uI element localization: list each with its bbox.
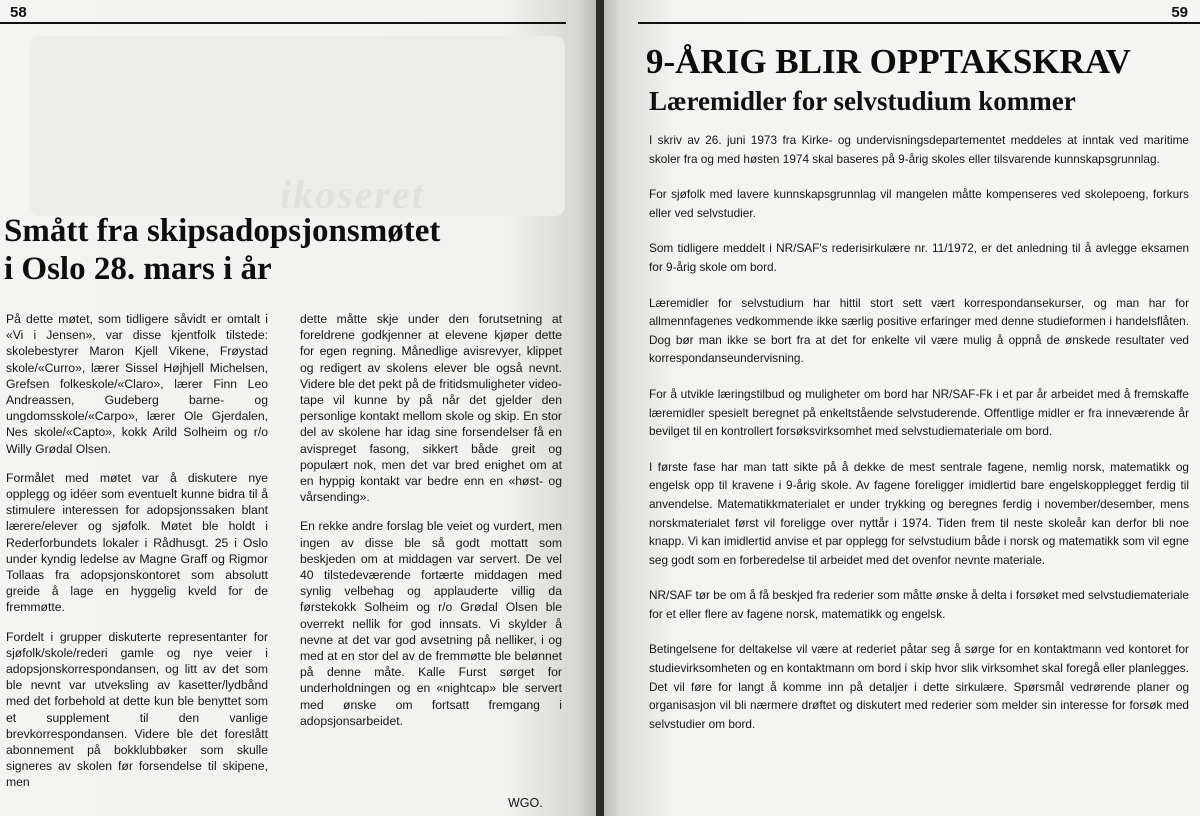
headline-line-2: i Oslo 28. mars i år <box>4 251 272 287</box>
headline-line-1: Smått fra skipsadopsjonsmøtet <box>4 213 441 249</box>
paragraph: dette måtte skje under den forutsetning at foreldrene godkjenner at elevene kjøper dette for egen regning. Månedlige avisrevyer, klippet og redigert av skolens elever ble også nevnt. Videre ble det pekt på de fritidsmuligheter video-tape vil kunne by på når det gjelder den personlige kontakt mellom skole og skip. En stor del av skolene har idag sine forsendelser få en avispreget fasong, sikkert både greit og populært nok, men det var bred enighet om at en hyppig kontakt var bedre enn en «høst- og vårsending». <box>300 312 562 505</box>
page-number-left: 58 <box>10 4 27 21</box>
header-rule-right <box>638 22 1200 24</box>
paragraph: NR/SAF tør be om å få beskjed fra rederier som måtte ønske å delta i forsøket med selvstudiemateriale for et eller flere av fagene norsk, matematikk og engelsk. <box>649 588 1189 621</box>
paragraph: Som tidligere meddelt i NR/SAF's rederisirkulære nr. 11/1972, er det anledning til å avlegge eksamen for 9-årig skole om bord. <box>649 241 1189 274</box>
page-number-right: 59 <box>1171 4 1188 21</box>
faded-photo-area <box>30 36 565 216</box>
faded-logo: ikoseret <box>280 172 425 217</box>
article-title: 9-ÅRIG BLIR OPPTAKSKRAV <box>646 42 1131 81</box>
book-gutter <box>596 0 604 816</box>
paragraph: I skriv av 26. juni 1973 fra Kirke- og undervisningsdepartementet meddeles at inntak ved maritime skoler fra og med høsten 1974 skal baseres på 9-årig skoles eller tilsvarende kunnskapsgrunnlag. <box>649 133 1189 166</box>
left-page <box>0 0 596 816</box>
paragraph: Fordelt i grupper diskuterte representanter for sjøfolk/skole/rederi gamle og nye veier i adopsjonskorrespondansen, og litt av det som ble nevnt var utveksling av kasetter/lydbånd med det forbehold at dette kun ble benyttet som et supplement til den vanlige brevkorrespondansen. Videre ble det foreslått abonnement på bokklubbøker som skulle signeres av skolen før forsendelse til skipene, men <box>6 629 268 790</box>
article-body <box>649 131 1189 750</box>
paragraph: På dette møtet, som tidligere såvidt er omtalt i «Vi i Jensen», var disse kjentfolk tilstede: skolebestyrer Maron Kjell Vikene, Frøystad skole/«Curro», lærer Sissel Højhjell Michelsen, Grefsen folkeskole/«Claro», lærer Finn Leo Andreassen, Gudeberg barne- og ungdomsskole/«Carpo», lærer Ole Gjerdalen, Nes skole/«Capto», kokk Arild Solheim og r/o Willy Grødal Olsen. <box>6 312 268 456</box>
paragraph: For å utvikle læringstilbud og muligheter om bord har NR/SAF-Fk i et par år arbeidet med å fremskaffe læremidler spesielt beregnet på enkeltstående selvstuderende. Offentlige midler er fra inneværende år bevilget til en kontrollert forsøksvirksomhet med selvstudiemateriale om bord. <box>649 386 1189 439</box>
paragraph: Læremidler for selvstudium har hittil stort sett vært korrespondansekurser, og man har for allmennfagenes vedkommende ikke særlig positive erfaringer med denne studieformen i handelsflåten. Dog bør man ikke se bort fra at det for enkelte vil være mulig å oppnå de ønskede resultater ved korrespondanseundervisning. <box>649 295 1189 366</box>
article-column-2 <box>300 311 562 742</box>
author-signature: WGO. <box>508 796 543 810</box>
article-column-1 <box>6 311 268 804</box>
paragraph: En rekke andre forslag ble veiet og vurdert, men ingen av disse ble så godt mottatt som beskjeden om at middagen var servert. De vel 40 tilstedeværende fortærte middagen med synlig velbehag og applauderte villig da førstekokk Solheim og r/o Grødal Olsen ble overrekt nellik for god innsats. Vi skylder å nevne at det var god avsetning på nelliker, i og med at en stor del av de fremmøtte ble belønnet på denne måte. Kalle Furst sørget for underholdningen og en «nightcap» ble servert med ønske om fortsatt fremgang i adopsjonsarbeidet. <box>300 519 562 728</box>
header-rule-left <box>0 22 566 24</box>
article-headline <box>4 212 440 288</box>
article-subtitle: Læremidler for selvstudium kommer <box>649 86 1076 116</box>
paragraph: Betingelsene for deltakelse vil være at rederiet påtar seg å sørge for en kontaktmann ved kontoret for studievirksomheten og en kontaktmann om bord i skip hvor slik virksomhet skal foregå eller planlegges. Det vil føre for langt å komme inn på detaljer i dette sirkulære. Spørsmål vedrørende planer og organisasjon vil bli nærmere drøftet og diskutert med rederier som melder sin interesse for forsøk med selvstudier om bord. <box>649 642 1189 731</box>
paragraph: I første fase har man tatt sikte på å dekke de mest sentrale fagene, nemlig norsk, matematikk og engelsk opp til kravene i 9-årig skole. Av fagene foreligger imidlertid bare engelskopplegget ferdig til anvendelse. Matematikkmaterialet er under trykking og beregnes ferdig i november/desember, mens norskmaterialet først vil foreligge over nyttår i 1974. Tiden frem til neste skoleår kan derfor bli noe knapp. Vi kan imidlertid anvise et par opplegg for selvstudium både i norsk og matematikk som vil egne seg godt som en forberedelse til arbeidet med det ovenfor nevnte materiale. <box>649 459 1189 567</box>
paragraph: Formålet med møtet var å diskutere nye opplegg og idéer som eventuelt kunne bidra til å stimulere interessen for adopsjonssaken blant lærere/elever og sjøfolk. Møtet ble holdt i Rederforbundets lokaler i Rådhusgt. 25 i Oslo under kyndig ledelse av Magne Graff og Rigmor Tollaas fra adopsjonskontoret som absolutt greide å lage en hyggelig kveld for de fremmøtte. <box>6 470 268 615</box>
paragraph: For sjøfolk med lavere kunnskapsgrunnlag vil mangelen måtte kompenseres ved skolepoeng, forkurs eller ved selvstudier. <box>649 187 1189 220</box>
